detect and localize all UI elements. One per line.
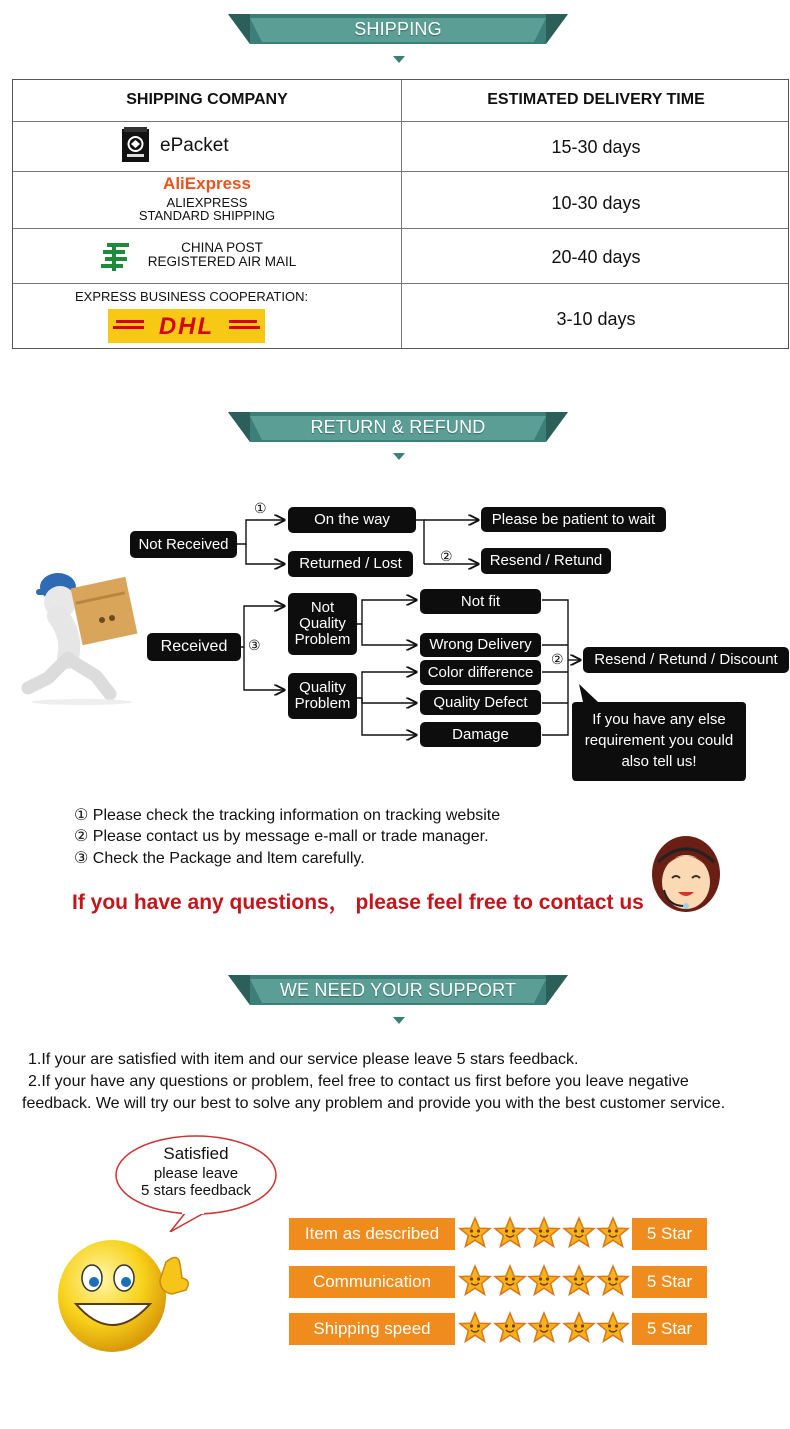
- customer-service-agent-icon: [650, 832, 722, 914]
- china-post-line1: CHINA POST: [181, 240, 263, 255]
- note-2: ② Please contact us by message e-mall or trade manager.: [74, 828, 489, 845]
- support-banner: [228, 975, 568, 1005]
- not-fit-node: Not fit: [420, 589, 541, 614]
- refund-banner-title: RETURN & REFUND: [310, 417, 486, 437]
- received-node: Received: [147, 633, 241, 661]
- star-icon: [562, 1311, 596, 1345]
- star-icon: [562, 1264, 596, 1298]
- quality-defect-node: Quality Defect: [420, 690, 541, 715]
- dhl-caption: EXPRESS BUSINESS COOPERATION:: [75, 289, 309, 304]
- star-icon: [527, 1311, 561, 1345]
- epacket-time: 15-30 days: [551, 137, 641, 157]
- header-shipping-company: SHIPPING COMPANY: [126, 91, 288, 108]
- support-line-1: 1.If your are satisfied with item and our service please leave 5 stars feedback.: [28, 1051, 579, 1068]
- rating-label: Communication: [289, 1266, 455, 1298]
- marker-2-lower: ②: [551, 651, 564, 667]
- on-the-way-node: On the way: [288, 507, 416, 533]
- not-received-node: Not Received: [130, 531, 237, 558]
- note-1: ① Please check the tracking information on tracking website: [74, 807, 501, 824]
- returned-lost-node: Returned / Lost: [288, 551, 413, 577]
- aliexpress-time: 10-30 days: [551, 193, 641, 213]
- patient-node: Please be patient to wait: [481, 507, 666, 532]
- speech-line-2: 5 stars feedback: [140, 1182, 252, 1199]
- star-icon: [596, 1264, 630, 1298]
- support-line-2: 2.If your have any questions or problem, feel free to contact us first before you leave negative: [28, 1073, 689, 1090]
- star-icon: [596, 1216, 630, 1250]
- star-icon: [458, 1264, 492, 1298]
- not-quality-node: Not Quality Problem: [288, 593, 357, 655]
- star-icon: [527, 1216, 561, 1250]
- resend-retund-node: Resend / Retund: [481, 548, 611, 574]
- smiley-thumbs-up-icon: [54, 1234, 194, 1354]
- rating-value: 5 Star: [632, 1266, 707, 1298]
- marker-1: ①: [254, 500, 267, 516]
- china-post-line2: REGISTERED AIR MAIL: [147, 254, 297, 269]
- china-post-time: 20-40 days: [551, 247, 641, 267]
- star-icon: [458, 1216, 492, 1250]
- star-icon: [527, 1264, 561, 1298]
- star-icon: [493, 1216, 527, 1250]
- quality-node: Quality Problem: [288, 673, 357, 719]
- rating-label: Item as described: [289, 1218, 455, 1250]
- support-arrow-down-icon: [393, 1017, 405, 1024]
- rating-stars: [458, 1264, 630, 1300]
- header-delivery-time: ESTIMATED DELIVERY TIME: [487, 91, 705, 108]
- wrong-delivery-node: Wrong Delivery: [420, 633, 541, 657]
- resend-retund-discount-node: Resend / Retund / Discount: [583, 647, 789, 673]
- speech-line-1: please leave: [153, 1165, 239, 1182]
- star-icon: [493, 1311, 527, 1345]
- star-icon: [493, 1264, 527, 1298]
- aliexpress-line2: STANDARD SHIPPING: [138, 208, 276, 223]
- damage-node: Damage: [420, 722, 541, 747]
- note-3: ③ Check the Package and ltem carefully.: [74, 850, 365, 867]
- rating-label: Shipping speed: [289, 1313, 455, 1345]
- marker-3: ③: [248, 637, 261, 653]
- dhl-logo-text: DHL: [158, 313, 215, 340]
- rating-stars: [458, 1311, 630, 1347]
- star-icon: [562, 1216, 596, 1250]
- support-banner-title: WE NEED YOUR SUPPORT: [279, 980, 517, 1000]
- satisfied-speech-bubble: [112, 1132, 282, 1232]
- color-difference-node: Color difference: [420, 660, 541, 685]
- aliexpress-logo-text: AliExpress: [163, 174, 251, 193]
- shipping-banner-title: SHIPPING: [354, 19, 442, 39]
- rating-stars: [458, 1216, 630, 1252]
- star-icon: [596, 1311, 630, 1345]
- speech-title: Satisfied: [163, 1144, 229, 1163]
- requirement-bubble-text: If you have any else requirement you could also tell us!: [584, 711, 734, 770]
- support-line-3: feedback. We will try our best to solve any problem and provide you with the best customer service.: [22, 1095, 726, 1112]
- contact-us-text: If you have any questions， please feel free to contact us: [72, 891, 644, 914]
- marker-2-upper: ②: [440, 548, 453, 564]
- rating-value: 5 Star: [632, 1313, 707, 1345]
- dhl-time: 3-10 days: [556, 309, 636, 329]
- aliexpress-line1: ALIEXPRESS: [166, 195, 248, 210]
- star-icon: [458, 1311, 492, 1345]
- delivery-man-icon: [18, 566, 138, 706]
- epacket-name: ePacket: [160, 135, 229, 156]
- rating-value: 5 Star: [632, 1218, 707, 1250]
